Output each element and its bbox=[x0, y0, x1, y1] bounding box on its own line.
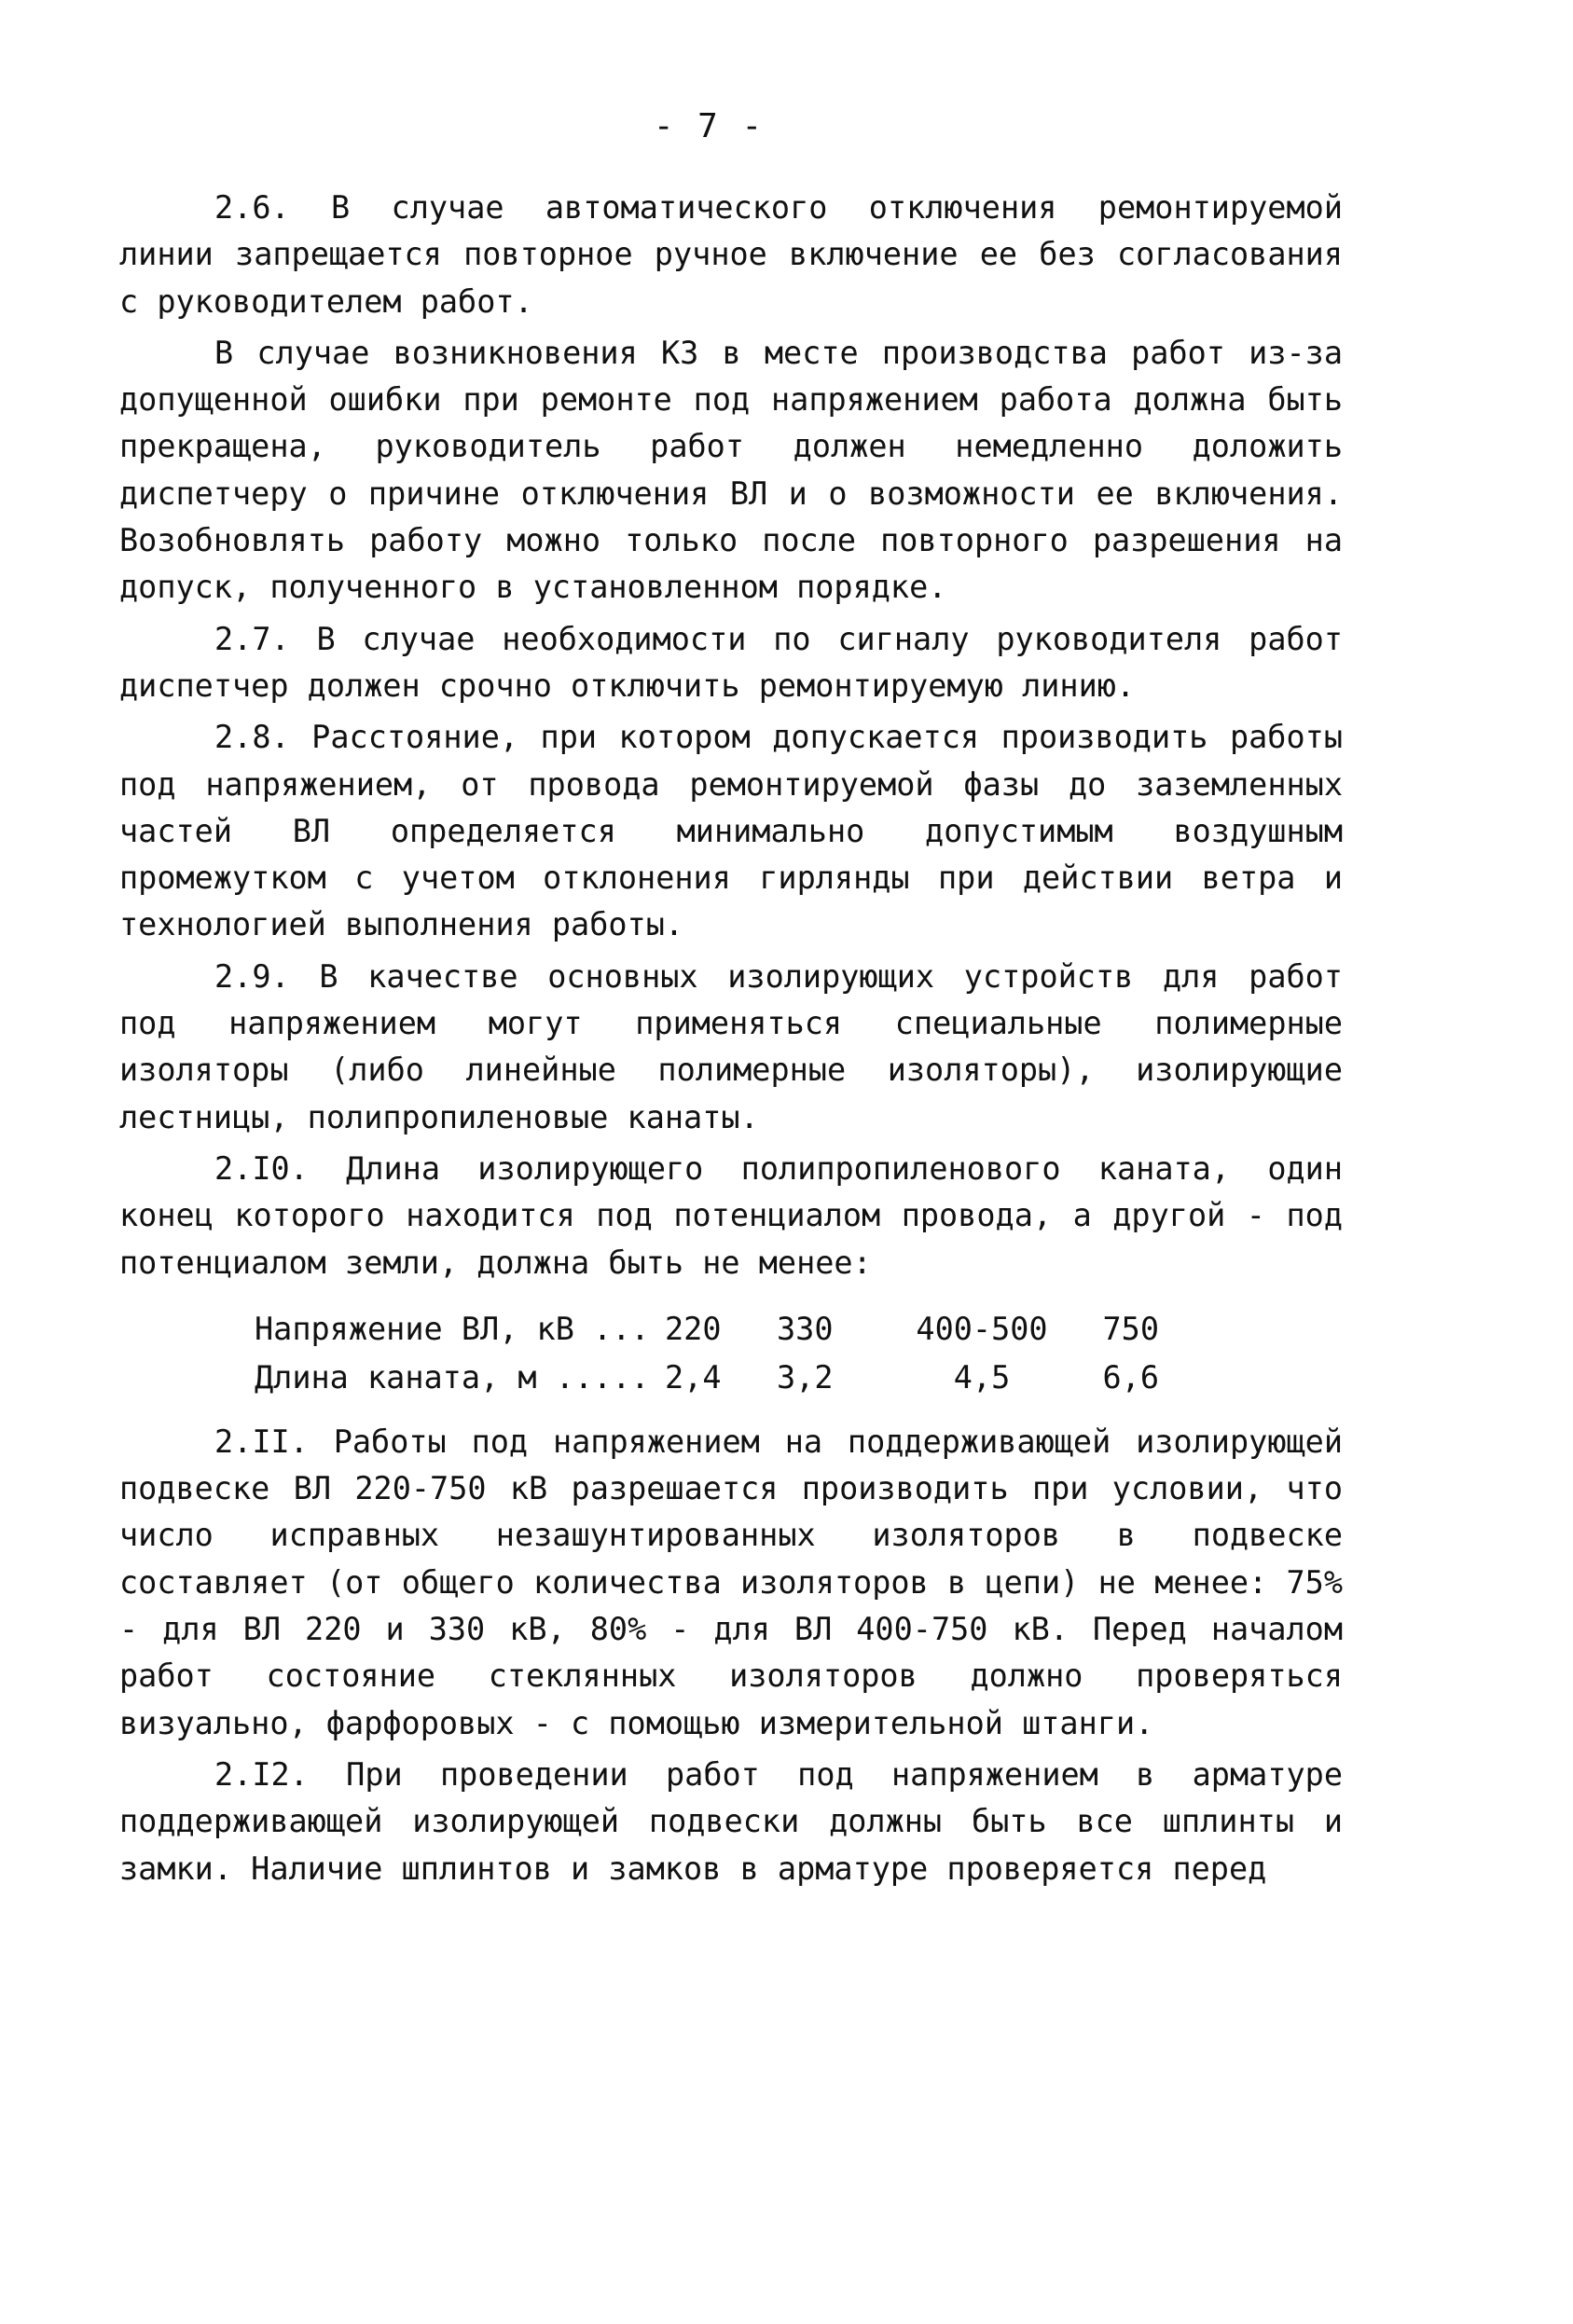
paragraph-2-6-continued: В случае возникновения КЗ в месте производства работ из-за допущенной ошибки при ремонте под напряжением работа должна быть прекращена, руководитель работ должен немедленно доложить диспетчеру о причине отключения ВЛ и о возможности ее включения. Возобновлять работу можно только после повторного разрешения на допуск, полученного в установленном порядке. bbox=[119, 334, 1343, 606]
table-row-length bbox=[255, 1354, 1159, 1402]
voltage-value-220: 220 bbox=[665, 1310, 722, 1347]
voltage-value-400-500: 400-500 bbox=[916, 1310, 1048, 1347]
length-value-220: 2,4 bbox=[665, 1358, 722, 1396]
page-number: - 7 - bbox=[653, 107, 765, 145]
paragraph-2-6: 2.6. В случае автоматического отключения ремонтируемой линии запрещается повторное ручное включение ее без согласования с руководителем работ. bbox=[119, 189, 1343, 320]
paragraph-2-10: 2.I0. Длина изолирующего полипропиленового каната, один конец которого находится под потенциалом провода, а другой - под потенциалом земли, должна быть не менее: bbox=[119, 1149, 1343, 1281]
length-value-400-500: 4,5 bbox=[953, 1358, 1011, 1396]
voltage-value-330: 330 bbox=[777, 1310, 834, 1347]
length-value-330: 3,2 bbox=[777, 1358, 834, 1396]
body-text bbox=[119, 185, 1343, 1897]
voltage-label: Напряжение ВЛ, кВ ... bbox=[255, 1310, 650, 1347]
paragraph-2-9: 2.9. В качестве основных изолирующих устройств для работ под напряжением могут применяться специальные полимерные изоляторы (либо линейные полимерные изоляторы), изолирующие лестницы, полипропиленовые канаты. bbox=[119, 957, 1343, 1135]
paragraph-2-7: 2.7. В случае необходимости по сигналу руководителя работ диспетчер должен срочно отключить ремонтируемую линию. bbox=[119, 620, 1343, 704]
rope-length-table bbox=[255, 1305, 1159, 1402]
length-label: Длина каната, м ..... bbox=[255, 1358, 650, 1396]
paragraph-2-8: 2.8. Расстояние, при котором допускается производить работы под напряжением, от провода ремонтируемой фазы до заземленных частей ВЛ определяется минимально допустимым воздушным промежутком с учетом отклонения гирлянды при действии ветра и технологией выполнения работы. bbox=[119, 719, 1343, 943]
length-value-750: 6,6 bbox=[1102, 1358, 1159, 1396]
paragraph-2-12: 2.I2. При проведении работ под напряжением в арматуре поддерживающей изолирующей подвески должны быть все шплинты и замки. Наличие шплинтов и замков в арматуре проверяется перед bbox=[119, 1755, 1343, 1887]
table-row-voltage bbox=[255, 1305, 1159, 1354]
paragraph-2-11: 2.II. Работы под напряжением на поддерживающей изолирующей подвеске ВЛ 220-750 кВ разрешается производить при условии, что число исправных незашунтированных изоляторов в подвеске составляет (от общего количества изоляторов в цепи) не менее: 75% - для ВЛ 220 и 330 кВ, 80% - для ВЛ 400-750 кВ. Перед началом работ состояние стеклянных изоляторов должно проверяться визуально, фарфоровых - с помощью измерительной штанги. bbox=[119, 1423, 1343, 1741]
voltage-value-750: 750 bbox=[1102, 1310, 1159, 1347]
